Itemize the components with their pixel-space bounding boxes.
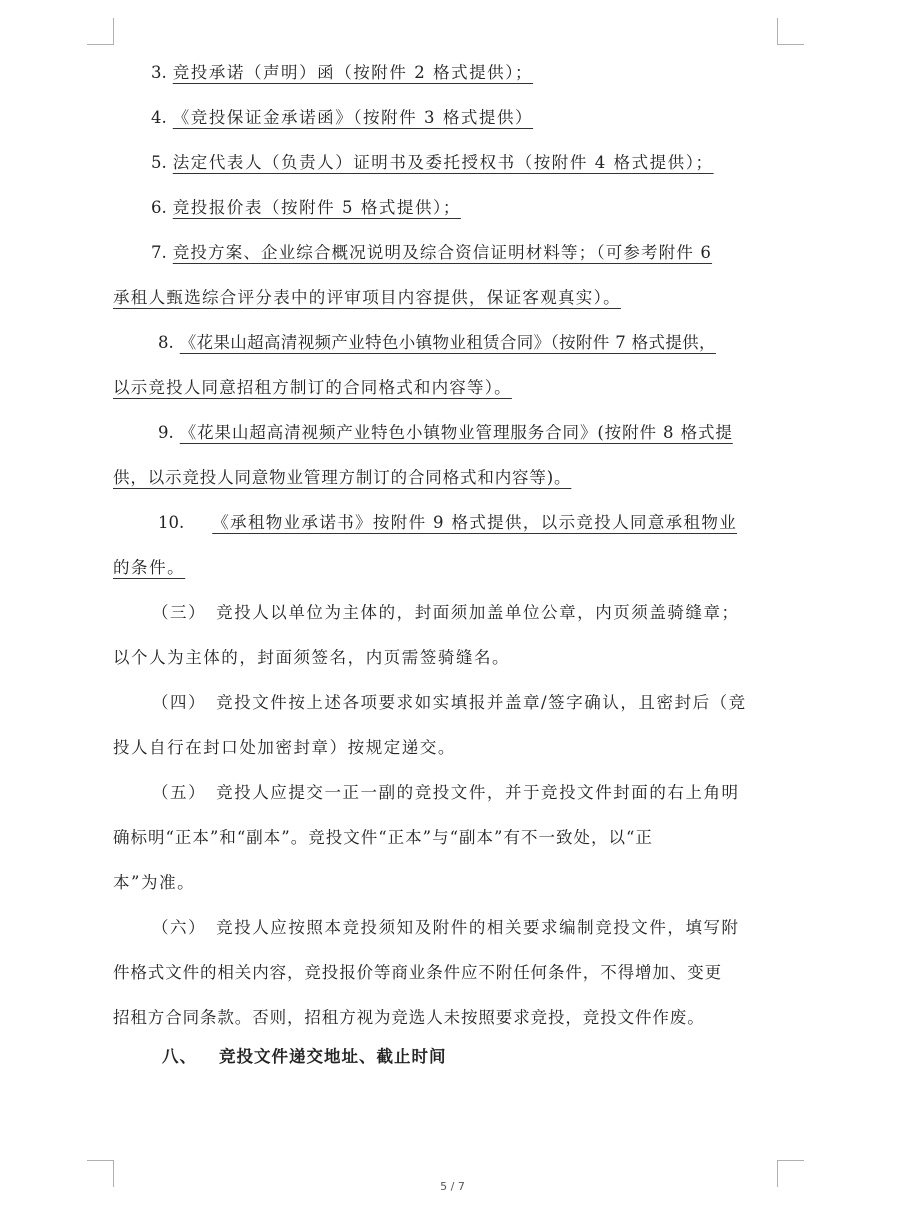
list-item-7: 7. 竞投方案、企业综合概况说明及综合资信证明材料等；（可参考附件 6 <box>151 243 713 262</box>
paragraph-6-cont: 件格式文件的相关内容，竞投报价等商业条件应不附任何条件，不得增加、变更 <box>113 963 722 982</box>
paragraph-4: （四） 竞投文件按上述各项要求如实填报并盖章/签字确认，且密封后（竞 <box>152 693 747 712</box>
page-number: 5 / 7 <box>440 1180 465 1193</box>
list-item-10: 10. 《承租物业承诺书》按附件 9 格式提供，以示竞投人同意承租物业 <box>158 513 738 532</box>
list-item-4: 4. 《竞投保证金承诺函》（按附件 3 格式提供） <box>151 108 534 127</box>
paragraph-label: （六） <box>152 918 207 937</box>
list-item-9: 9. 《花果山超高清视频产业特色小镇物业管理服务合同》(按附件 8 格式提 <box>158 423 733 442</box>
section-heading: 八、 竞投文件递交地址、截止时间 <box>162 1047 447 1066</box>
paragraph-5-cont: 确标明“正本”和“副本”。竞投文件“正本”与“副本”有不一致处，以“正 <box>113 828 653 847</box>
paragraph-label: （四） <box>152 693 207 712</box>
list-item-10-cont: 的条件。 <box>113 558 186 577</box>
list-item-6: 6. 竞投报价表（按附件 5 格式提供）； <box>151 198 461 217</box>
paragraph-5-cont2: 本”为准。 <box>113 873 196 892</box>
list-item-3: 3. 竞投承诺（声明）函（按附件 2 格式提供）； <box>151 63 534 82</box>
paragraph-label: （五） <box>152 783 207 802</box>
list-item-8: 8. 《花果山超高清视频产业特色小镇物业租赁合同》（按附件 7 格式提供， <box>158 333 716 352</box>
paragraph-3: （三） 竞投人以单位为主体的，封面须加盖单位公章，内页须盖骑缝章； <box>152 603 740 622</box>
paragraph-6: （六） 竞投人应按照本竞投须知及附件的相关要求编制竞投文件，填写附 <box>152 918 740 937</box>
paragraph-6-cont2: 招租方合同条款。否则，招租方视为竞选人未按照要求竞投，竞投文件作废。 <box>113 1008 705 1027</box>
list-item-8-cont: 以示竞投人同意招租方制订的合同格式和内容等）。 <box>113 378 512 397</box>
paragraph-5: （五） 竞投人应提交一正一副的竞投文件，并于竞投文件封面的右上角明 <box>152 783 740 802</box>
list-item-7-cont: 承租人甄选综合评分表中的评审项目内容提供，保证客观真实）。 <box>113 288 621 307</box>
list-item-9-cont: 供，以示竞投人同意物业管理方制订的合同格式和内容等)。 <box>113 468 572 487</box>
crop-mark-top-right <box>777 18 804 45</box>
list-item-5: 5. 法定代表人（负责人）证明书及委托授权书（按附件 4 格式提供）； <box>151 153 714 172</box>
paragraph-3-cont: 以个人为主体的，封面须签名，内页需签骑缝名。 <box>113 648 511 667</box>
crop-mark-top-left <box>87 18 114 45</box>
paragraph-4-cont: 投人自行在封口处加密封章）按规定递交。 <box>113 738 456 757</box>
paragraph-label: （三） <box>152 603 207 622</box>
